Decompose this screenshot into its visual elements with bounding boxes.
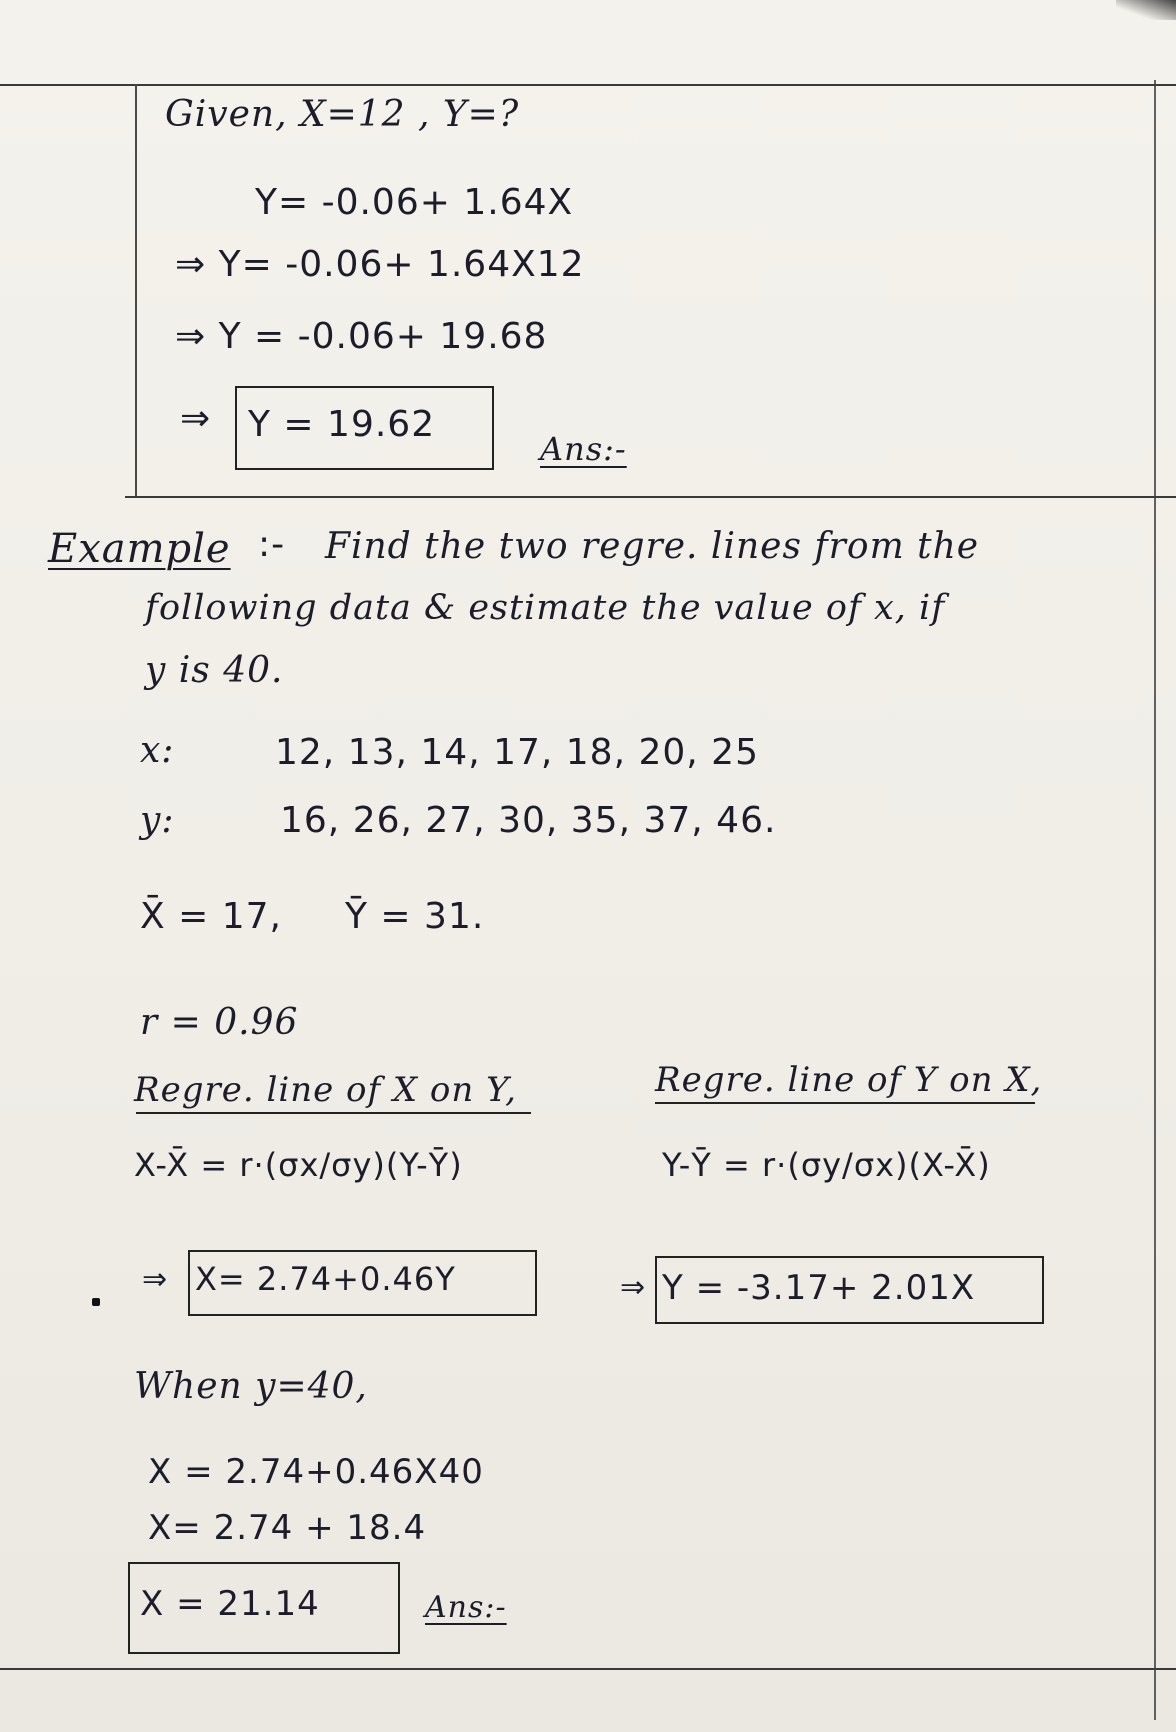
ruled-line-middle (125, 496, 1176, 498)
example-text-line-1: Find the two regre. lines from the (325, 526, 980, 567)
solution-answer-label: Ans:- (425, 1590, 507, 1625)
given-line: Given, X=12 , Y=? (165, 94, 520, 135)
example-label: Example (48, 526, 231, 572)
x-data-label: x: (140, 730, 175, 771)
equation-line-1: Y= -0.06+ 1.64X (255, 182, 574, 223)
x-data-values: 12, 13, 14, 17, 18, 20, 25 (275, 732, 759, 773)
correlation-coefficient: r = 0.96 (140, 1002, 299, 1043)
y-on-x-result: Y = -3.17+ 2.01X (662, 1268, 976, 1308)
x-mean: X̄ = 17, (140, 896, 282, 937)
y-data-label: y: (140, 800, 175, 841)
answer-label: Ans:- (540, 430, 627, 468)
y-on-x-formula: Y-Ȳ = r·(σy/σx)(X-X̄) (662, 1146, 991, 1184)
x-on-y-heading-underline (136, 1112, 531, 1114)
y-on-x-heading: Regre. line of Y on X, (655, 1060, 1043, 1100)
example-text-line-2: following data & estimate the value of x, if (145, 588, 946, 628)
result-value: Y = 19.62 (248, 404, 436, 445)
x-on-y-heading: Regre. line of X on Y, (134, 1070, 517, 1110)
solution-step-2: X= 2.74 + 18.4 (148, 1508, 427, 1548)
solution-result: X = 21.14 (140, 1584, 320, 1624)
y-mean: Ȳ = 31. (345, 896, 485, 937)
result-arrow: ⇒ (180, 398, 212, 439)
when-condition: When y=40, (134, 1366, 368, 1407)
y-on-x-arrow: ⇒ (620, 1270, 647, 1305)
page-corner-shadow (1116, 0, 1176, 20)
y-data-values: 16, 26, 27, 30, 35, 37, 46. (280, 800, 777, 841)
x-on-y-arrow: ⇒ (142, 1262, 169, 1297)
bullet-mark (92, 1298, 100, 1306)
equation-line-3: ⇒ Y = -0.06+ 19.68 (175, 316, 548, 357)
page-edge-line (1154, 80, 1156, 1720)
margin-line (135, 84, 137, 496)
solution-step-1: X = 2.74+0.46X40 (148, 1452, 484, 1492)
ruled-line-bottom (0, 1668, 1176, 1670)
y-on-x-heading-underline (655, 1102, 1035, 1104)
x-on-y-result: X= 2.74+0.46Y (195, 1260, 456, 1298)
example-text-line-3: y is 40. (145, 650, 284, 691)
example-separator: :- (258, 524, 286, 565)
ruled-line-top (0, 84, 1176, 86)
equation-line-2: ⇒ Y= -0.06+ 1.64X12 (175, 244, 585, 285)
x-on-y-formula: X-X̄ = r·(σx/σy)(Y-Ȳ) (134, 1146, 463, 1184)
